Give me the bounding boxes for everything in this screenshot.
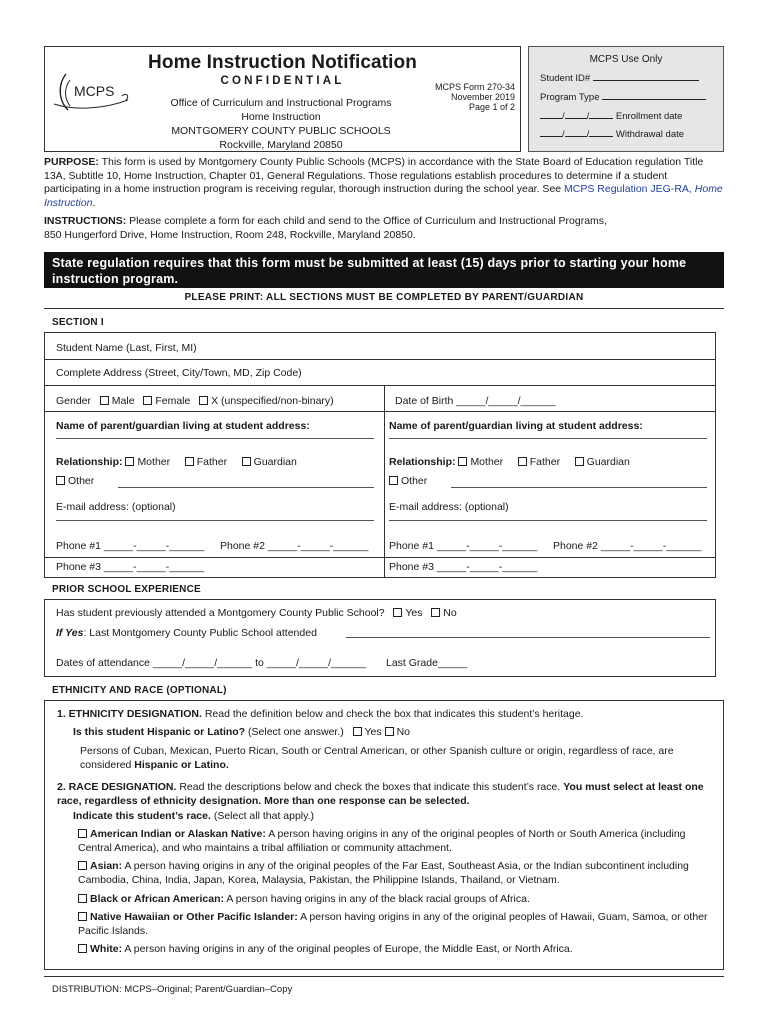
parent1-relationship: Relationship: Mother Father Guardian xyxy=(56,456,297,468)
student-id-field[interactable]: Student ID# xyxy=(540,72,699,84)
race-black[interactable]: Black or African American: A person having origins in any of the black racial groups of Africa. xyxy=(78,893,718,907)
divider xyxy=(44,308,724,309)
parent1-other[interactable]: Other xyxy=(56,475,374,487)
mcps-use-title: MCPS Use Only xyxy=(589,54,663,65)
gender-x-checkbox[interactable]: X (unspecified/non-binary) xyxy=(199,395,334,407)
last-grade-field[interactable]: Last Grade_____ xyxy=(386,657,468,669)
hispanic-definition: Persons of Cuban, Mexican, Puerto Rican, South or Central American, or other Spanish culture or origin, regardless of race, are considered Hispanic or Latino. xyxy=(80,745,674,771)
parent1-guardian-checkbox[interactable]: Guardian xyxy=(242,456,297,468)
regulation-link[interactable]: MCPS Regulation JEG-RA, Home Instruction xyxy=(44,183,723,209)
hispanic-no-checkbox[interactable]: No xyxy=(385,726,410,738)
hispanic-yes-checkbox[interactable]: Yes xyxy=(353,726,382,738)
confidential-label: CONFIDENTIAL xyxy=(220,75,345,87)
page-title: Home Instruction Notification xyxy=(148,52,417,73)
withdrawal-date-field[interactable]: / / Withdrawal date xyxy=(540,128,684,140)
prior-question: Has student previously attended a Montgomery County Public School? Yes No xyxy=(56,607,457,619)
hispanic-question: Is this student Hispanic or Latino? (Select one answer.) Yes No xyxy=(73,726,411,738)
please-print-note: PLEASE PRINT: ALL SECTIONS MUST BE COMPLETED BY PARENT/GUARDIAN xyxy=(184,292,584,303)
parent2-label: Name of parent/guardian living at student address: xyxy=(389,420,643,432)
parent1-label: Name of parent/guardian living at student address: xyxy=(56,420,310,432)
instructions-paragraph: INSTRUCTIONS: Please complete a form for each child and send to the Office of Curriculum and Instructional Programs, 850 Hungerford Drive, Home Instruction, Room 248, Rockville, Maryland 20850. xyxy=(44,215,607,241)
parent1-email[interactable]: E-mail address: (optional) xyxy=(56,501,176,513)
last-school-field[interactable]: If Yes: Last Montgomery County Public School attended xyxy=(56,627,317,639)
parent1-phone2[interactable]: Phone #2 _____-_____-______ xyxy=(220,540,369,552)
parent2-phone1[interactable]: Phone #1 _____-_____-______ xyxy=(389,540,538,552)
parent1-name-line[interactable] xyxy=(56,438,374,439)
section-1-title: SECTION I xyxy=(52,317,104,328)
race-american-indian[interactable]: American Indian or Alaskan Native: A person having origins in any of the original peoples of North or South America (including Central America), and who maintains a tribal affiliation or community attachment. xyxy=(78,828,686,854)
distribution-note: DISTRIBUTION: MCPS–Original; Parent/Guardian–Copy xyxy=(52,984,293,995)
purpose-paragraph: PURPOSE: This form is used by Montgomery County Public Schools (MCPS) in accordance with the State Board of Education regulation Title 13A, Subtitle 10, Home Instruction, Chapter 01, General Regulations. Those regulations establish procedures to determine if a student participating in a home instruction program is receiving regular, thorough instruction during the school year. See MCPS Regulation JEG-RA, Home Instruction. xyxy=(44,156,723,209)
gender-female-checkbox[interactable]: Female xyxy=(143,395,190,407)
parent2-phone3[interactable]: Phone #3 _____-_____-______ xyxy=(389,561,538,573)
office-address: Office of Curriculum and Instructional Programs Home Instruction MONTGOMERY COUNTY PUBLIC SCHOOLS Rockville, Maryland 20850 xyxy=(170,97,392,151)
race-asian[interactable]: Asian: A person having origins in any of the original peoples of the Far East, Southeast Asia, or the Indian subcontinent including Cambodia, China, India, Japan, Korea, Malaysia, Pakistan, the Philippine Islands, Thailand, or Vietnam. xyxy=(78,860,689,886)
form-number: MCPS Form 270-34 November 2019 Page 1 of 2 xyxy=(434,82,515,112)
race-indicate: Indicate this student’s race. (Select all that apply.) xyxy=(73,810,315,822)
prior-no-checkbox[interactable]: No xyxy=(431,607,456,619)
deadline-banner: State regulation requires that this form must be submitted at least (15) days prior to starting your home instruction program. xyxy=(44,252,724,288)
race-pacific-islander[interactable]: Native Hawaiian or Other Pacific Islander: A person having origins in any of the original peoples of Hawaii, Guam, Samoa, or other Pacific Islands. xyxy=(78,911,708,937)
parent1-phone1[interactable]: Phone #1 _____-_____-______ xyxy=(56,540,205,552)
logo-text: MCPS xyxy=(74,83,115,99)
gender-row: Gender Male Female X (unspecified/non-binary) xyxy=(56,395,334,407)
enrollment-date-field[interactable]: / / Enrollment date xyxy=(540,110,682,122)
parent2-email[interactable]: E-mail address: (optional) xyxy=(389,501,509,513)
parent2-mother-checkbox[interactable]: Mother xyxy=(458,456,503,468)
ethnicity-title: ETHNICITY AND RACE (OPTIONAL) xyxy=(52,685,227,696)
parent2-relationship: Relationship: Mother Father Guardian xyxy=(389,456,630,468)
parent2-other[interactable]: Other xyxy=(389,475,427,487)
parent1-father-checkbox[interactable]: Father xyxy=(185,456,227,468)
parent2-name-line[interactable] xyxy=(389,438,707,439)
prior-school-title: PRIOR SCHOOL EXPERIENCE xyxy=(52,584,201,595)
student-name-field[interactable]: Student Name (Last, First, MI) xyxy=(56,342,197,354)
race-designation: 2. RACE DESIGNATION. Read the descriptions below and check the boxes that indicate this student’s race. You must select at least one race, regardless of ethnicity designation. More than one response can be selected. xyxy=(57,781,704,807)
program-type-field[interactable]: Program Type xyxy=(540,91,706,103)
ethnicity-designation: 1. ETHNICITY DESIGNATION. Read the definition below and check the box that indicates this student’s heritage. xyxy=(57,708,584,720)
parent1-mother-checkbox[interactable]: Mother xyxy=(125,456,170,468)
column-divider xyxy=(384,385,385,578)
dob-field[interactable]: Date of Birth _____/_____/______ xyxy=(395,395,556,407)
address-field[interactable]: Complete Address (Street, City/Town, MD, Zip Code) xyxy=(56,367,302,379)
attendance-dates-field[interactable]: Dates of attendance _____/_____/______ to _____/_____/______ xyxy=(56,657,367,669)
parent1-phone3[interactable]: Phone #3 _____-_____-______ xyxy=(56,561,205,573)
parent2-guardian-checkbox[interactable]: Guardian xyxy=(575,456,630,468)
parent2-phone2[interactable]: Phone #2 _____-_____-______ xyxy=(553,540,702,552)
race-white[interactable]: White: A person having origins in any of the original peoples of Europe, the Middle East, or North Africa. xyxy=(78,943,718,957)
parent2-father-checkbox[interactable]: Father xyxy=(518,456,560,468)
prior-yes-checkbox[interactable]: Yes xyxy=(393,607,422,619)
gender-male-checkbox[interactable]: Male xyxy=(100,395,135,407)
